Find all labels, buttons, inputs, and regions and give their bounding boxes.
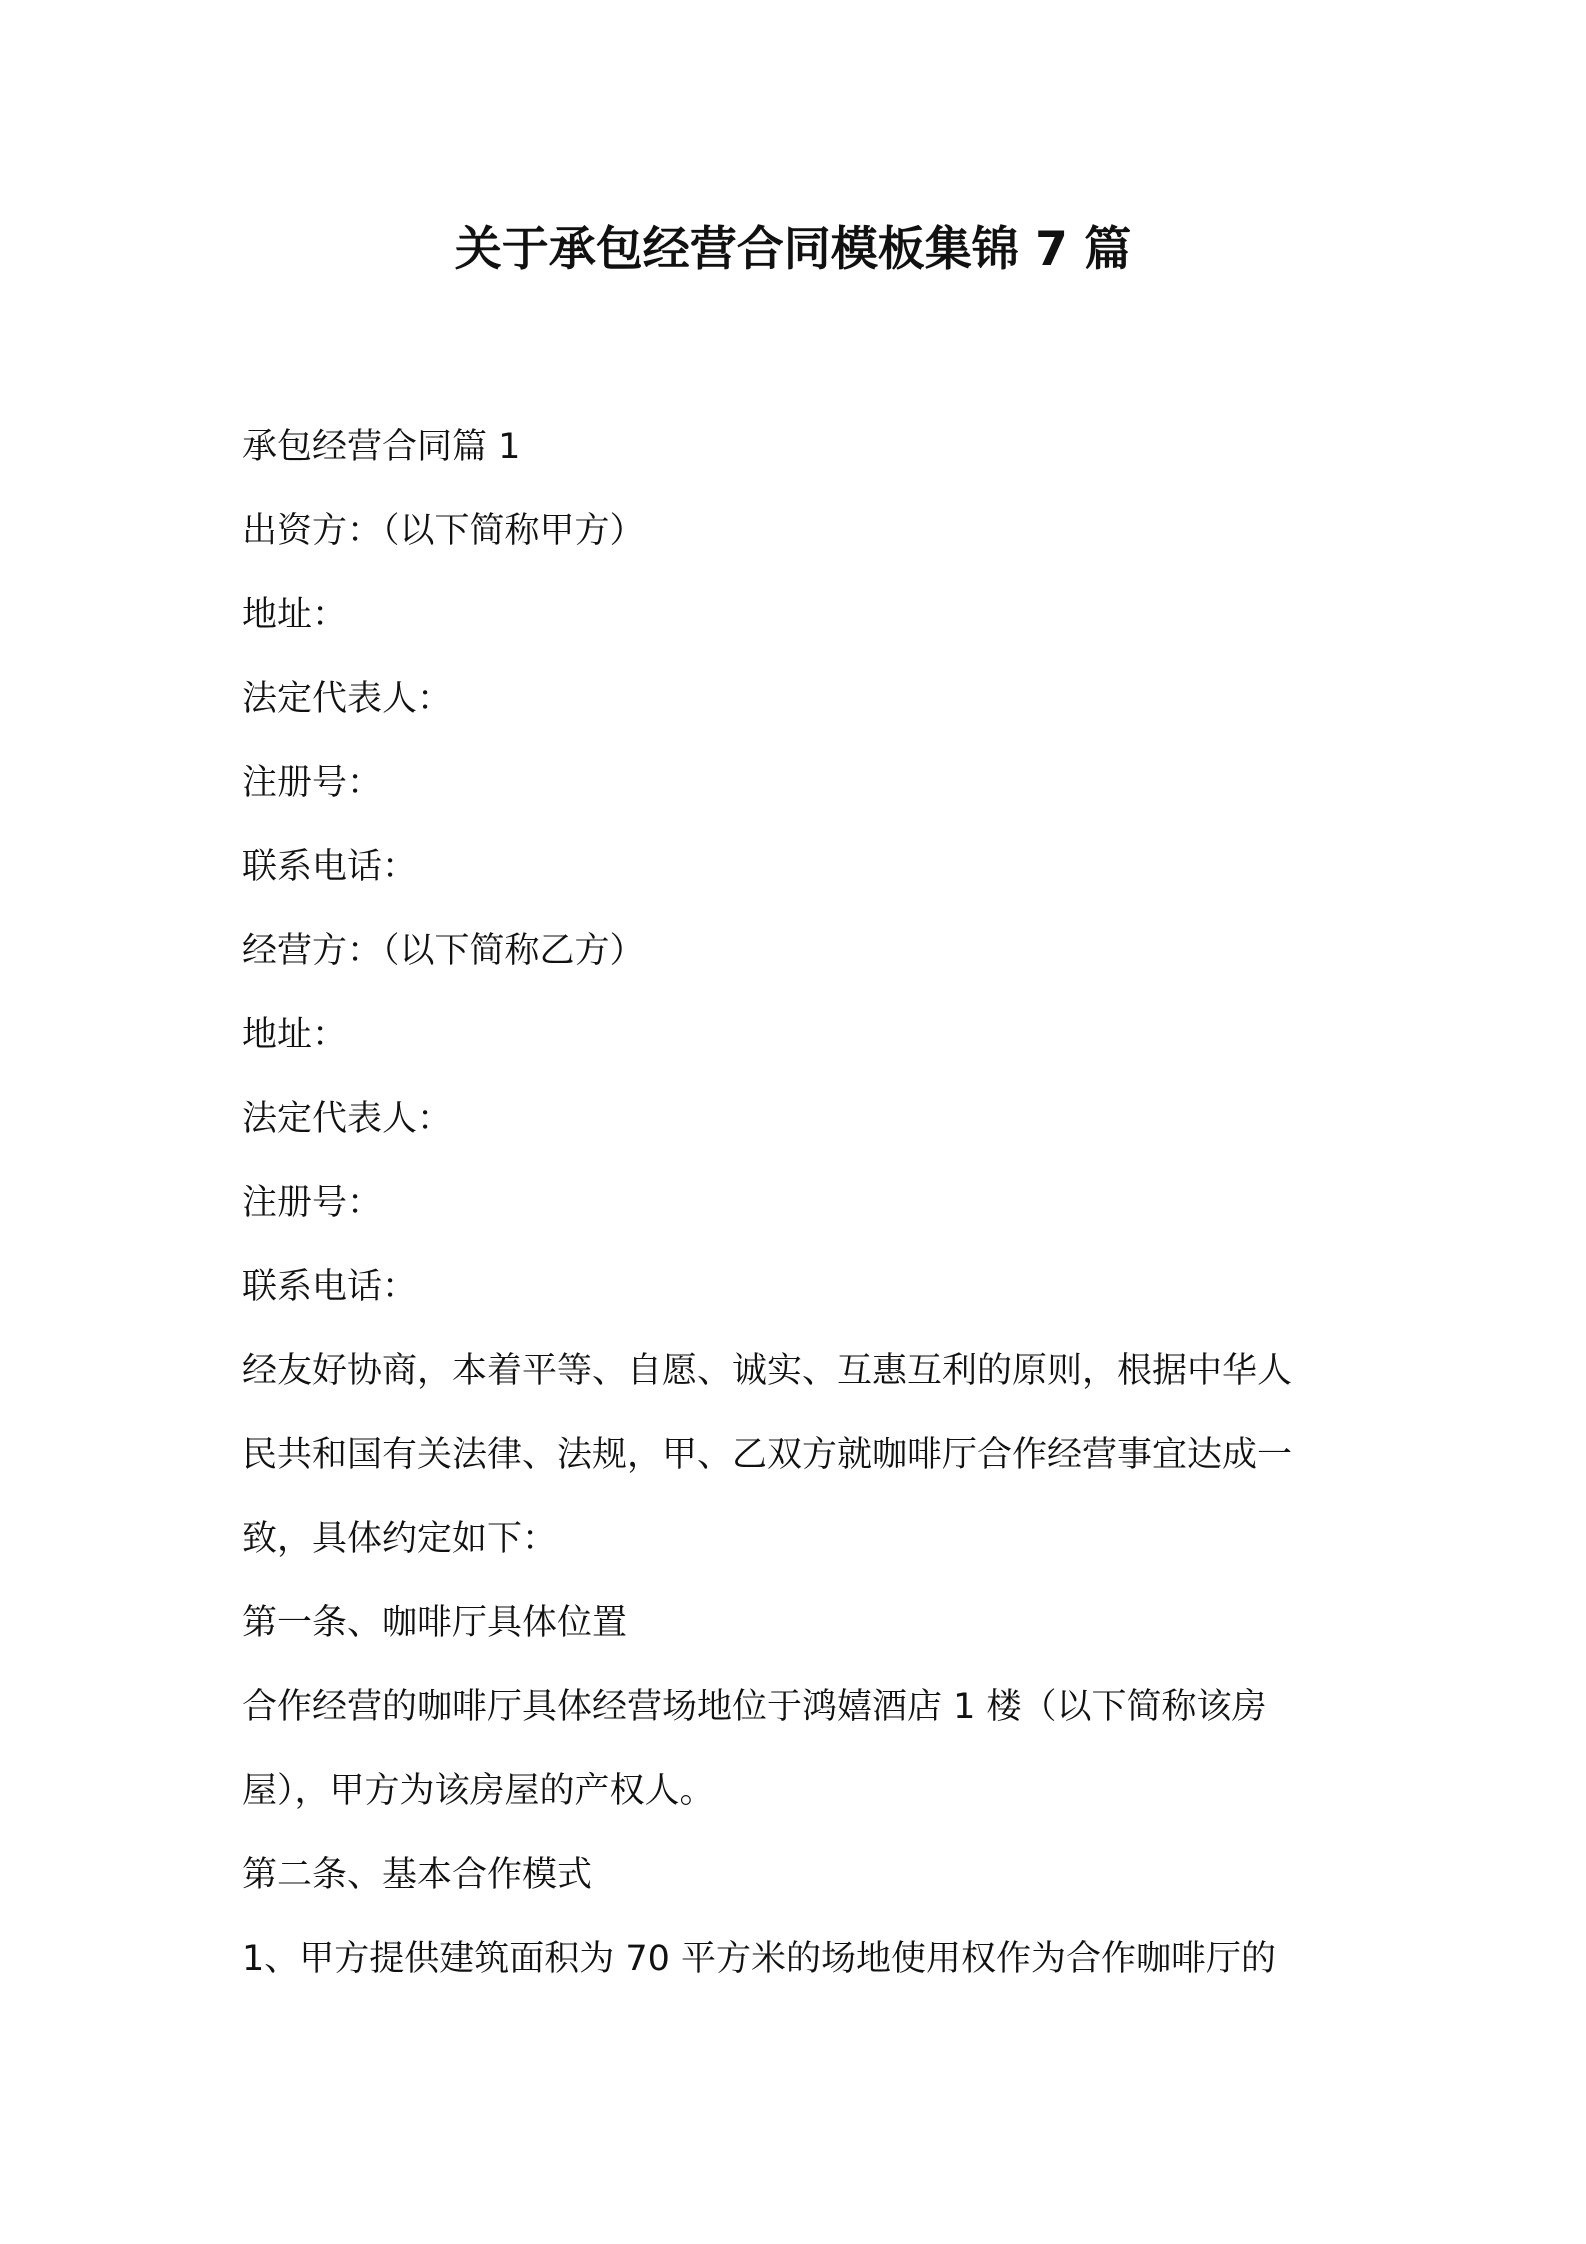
party-a-address: 地址：: [242, 595, 348, 635]
document-body: [242, 405, 1362, 2001]
article-1-text-line-1: 合作经营的咖啡厅具体经营场地位于鸿嬉酒店 1 楼（以下简称该房: [242, 1687, 1267, 1727]
party-a-registration-number: 注册号：: [242, 763, 383, 803]
article-2-heading: 第二条、基本合作模式: [242, 1855, 593, 1895]
party-b-legal-representative: 法定代表人：: [242, 1099, 453, 1139]
preamble-line-2: 民共和国有关法律、法规，甲、乙双方就咖啡厅合作经营事宜达成一: [242, 1435, 1293, 1475]
party-a-legal-representative: 法定代表人：: [242, 679, 453, 719]
party-b-label: 经营方：（以下简称乙方）: [242, 931, 645, 971]
party-b-phone: 联系电话：: [242, 1267, 418, 1307]
preamble-line-1: 经友好协商，本着平等、自愿、诚实、互惠互利的原则，根据中华人: [242, 1351, 1293, 1391]
party-a-phone: 联系电话：: [242, 847, 418, 887]
article-2-clause-1-line-1: 1、甲方提供建筑面积为 70 平方米的场地使用权作为合作咖啡厅的: [242, 1939, 1277, 1979]
party-b-address: 地址：: [242, 1015, 348, 1055]
preamble-line-3: 致，具体约定如下：: [242, 1519, 558, 1559]
section-heading-contract-1: 承包经营合同篇 1: [242, 427, 521, 467]
party-b-registration-number: 注册号：: [242, 1183, 383, 1223]
article-1-heading: 第一条、咖啡厅具体位置: [242, 1603, 628, 1643]
party-a-label: 出资方：（以下简称甲方）: [242, 511, 645, 551]
document-title: 关于承包经营合同模板集锦 7 篇: [454, 222, 1132, 277]
article-1-text-line-2: 屋），甲方为该房屋的产权人。: [242, 1771, 715, 1811]
